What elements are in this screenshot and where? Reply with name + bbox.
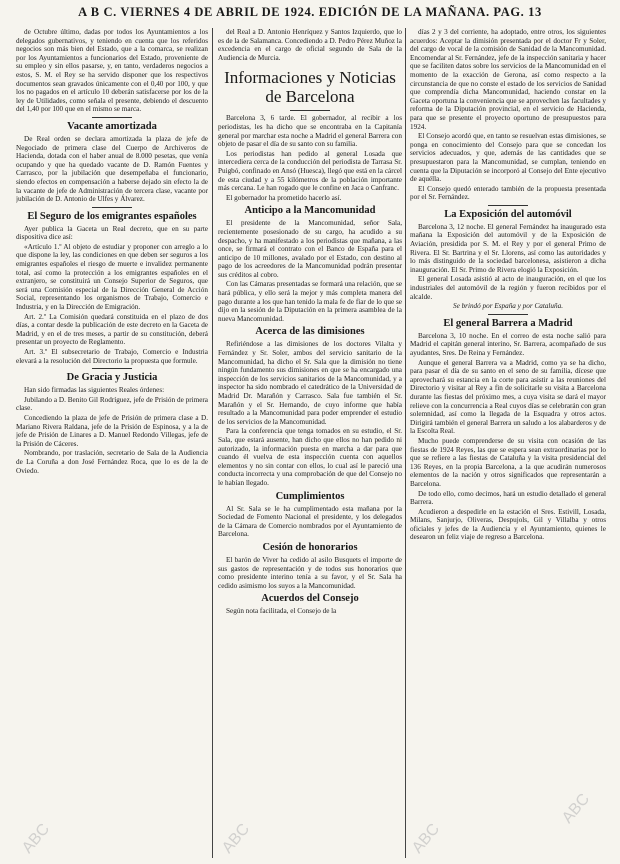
- paragraph: Refiriéndose a las dimisiones de los doctores Vilalta y Fernández y Sr. Soler, ambos del servicio sanitario de la Mancomunidad, ha dicho el Sr. Sala que la dimisión no tiene ningún fundamento sus dimisiones en que se ha encargado una inspección de los servicios sanitarios de la Mancomunidad, y a inspector ha sido nombrado el catedrático de la Universidad de Madrid Dr. Marañón y Carrasco. Sala fue también el Sr. Marañón y el Sr. Hernando, de cuyo informe que había resultado a la Mancomunidad para poder emprender el estudio de los servicios de la Mancomunidad.: [218, 340, 402, 426]
- headline: El general Barrera a Madrid: [443, 317, 573, 329]
- divider: [92, 117, 132, 118]
- headline: Vacante amortizada: [67, 120, 157, 132]
- paragraph: El barón de Viver ha cedido al asilo Busquets el importe de sus gastos de representación y de todos sus honorarios que como presidente interino tenía a su favor, y el Sr. Sala ha cedido asimismo los suyos a la Mancomunidad.: [218, 555, 402, 590]
- paragraph: Ayer publica la Gaceta un Real decreto, que en su parte dispositiva dice así:: [16, 224, 208, 242]
- page-header: A B C. VIERNES 4 DE ABRIL DE 1924. EDICIÓN DE LA MAÑANA. PAG. 13: [78, 5, 542, 19]
- paragraph: Los periodistas han pedido al general Losada que intercediera cerca de la conducción del periodista de Tarrasa Sr. Puigbó, confinado en Ansó (Huesca), llegó que está en la cárcel de esta ciudad y a 55 kilómetros de la población importante más cercana. Le han rogado que le confine en Jaca o Canfranc.: [218, 149, 402, 193]
- headline: La Exposición del automóvil: [444, 208, 572, 220]
- headline: Cumplimientos: [275, 490, 345, 502]
- paragraph: El general Losada asistió al acto de inauguración, en el que los industriales del automóvil de la región y fueron recibidos por el alcalde.: [410, 275, 606, 301]
- divider: [488, 314, 528, 315]
- headline: Cesión de honorarios: [262, 541, 358, 553]
- divider: [290, 110, 330, 111]
- paragraph: Jubilando a D. Benito Gil Rodríguez, jefe de Prisión de primera clase.: [16, 395, 208, 413]
- paragraph: Barcelona 3, 10 noche. En el correo de esta noche salió para Madrid el capitán general interino, Sr. Barrera, acompañado de sus ayudantes, Sres. De Reina y Fernández.: [410, 331, 606, 357]
- paragraph: Aunque el general Barrera va a Madrid, como ya se ha dicho, para pasar el día de su santo en el seno de su familia, dícese que aprovechará su estancia en la corte para asistir a las reuniones del Directorio y visitar al Rey a fin de solicitarle su visita a Barcelona durante las fiestas del próximo mes, a cuya visita se dará el mayor relieve con la concurrencia a Real cuyos días se celebrarán con gran solemnidad, así como la llegada de la Esquadra y otros actos. Dirigirá también el general Barrera un saludo a los alabarderos y de la Escolta Real.: [410, 358, 606, 436]
- paragraph: Para la conferencia que tenga tomados en su estudio, el Sr. Sala, que estará ausente, han dicho que ellos no han pedido ni autorizado, la información puesta en marcha a dar para que cuando él vuelva de esta inspección cuenta con aquellos elementos y no sin contar con ellos, lo cual así le pareció una conducta incorrecta y una comprobación de que del Consejo no le habían llegado.: [218, 427, 402, 487]
- watermark: ABC: [558, 790, 594, 827]
- divider: [92, 207, 132, 208]
- paragraph: Barcelona 3, 12 noche. El general Fernández ha inaugurado esta mañana la Exposición del automóvil y de la Exposición de Aviación, presidida por S. M. el Rey y por el general Primo de Rivera. El Sr. Bartrina y el Sr. Llorens, así como las autoridades y lo más distinguido de la sociedad barcelonesa, asistieron a dicha inauguración. El Sr. Primo de Rivera elogió la Exposición.: [410, 222, 606, 274]
- paragraph: Nombrando, por traslación, secretario de Sala de la Audiencia de La Coruña a don José Fernández Roca, que lo es de la de Oviedo.: [16, 449, 208, 475]
- paragraph: Se brindó por España y por Cataluña.: [452, 302, 563, 311]
- paragraph: Acudieron a despedirle en la estación el Sres. Estivill, Losada, Milans, Sanjurjo, Oliveras, Despujols, Gil y Villalba y otros oficiales y jefes de la Audiencia y el Ayuntamiento, quienes le desearon un feliz viaje de regreso a Barcelona.: [410, 507, 606, 542]
- paragraph: de Octubre último, dadas por todos los Ayuntamientos a los delegados gubernativos, y teniendo en cuenta que los referidos negocios son más bien del Estado, que a la comarca, se realizan por los Ayuntamientos a funcionarios del Estado, proveniente de su empleo y sin ellos pasarse, y, en tanto, verdaderos negocios a estos, S. M. el Rey se ha servido disponer que los respectivos documentos sean gravados únicamente con el 0,40 por 100, y que los no pagados en el artículo 10 deberán satisfacerse por los de la ley de Utilidades, como señala el presente, debiendo el descuento del 1,40 por 100 que en el mismo se marca.: [16, 28, 208, 114]
- paragraph: del Real a D. Antonio Henríquez y Santos Izquierdo, que lo es de la de Salamanca. Concediendo a D. Pedro Pérez Muñoz la excedencia en el cargo de oficial segundo de Sala de la Audiencia de Murcia.: [218, 28, 402, 62]
- paragraph: Al Sr. Sala se le ha cumplimentado esta mañana por la Sociedad de Fomento Nacional el presidente, y los delegados de la Cámara de Comercio nombrados por el Ayuntamiento de Barcelona.: [218, 504, 402, 539]
- paragraph: días 2 y 3 del corriente, ha adoptado, entre otros, los siguientes acuerdos: Aceptar la dimisión presentada por el doctor Fr y Soler, del cargo de vocal de la comisión de Sanidad de la Mancomunidad. Encomendar al Sr. Fernández, jefe de la inspección sanitaria y hacer que se faciliten datos sobre los servicios de la Mancomunidad en el momento de la exacción de Gerona, así como respecto a la circunstancia de que no conste el estado de los servicios de Sanidad que comprendía dicha Mancomunidad, haciendo constar en la Gaceta oportuna la conveniencia que se aprovechen las facultades y reforma de la Diputación provincial, en el servicio de Hacienda, para que se presente el proyecto oportuno de presupuestos para 1924.: [410, 28, 606, 131]
- paragraph: El presidente de la Mancomunidad, señor Sala, recientemente posesionado de su cargo, ha acudido a su despacho, y ha manifestado a los periodistas que mañana, a las once, se firmará el contrato con el Banco de España para el anticipo de 10 millones, avalado por el Estado, con destino al pago de los acreedores de la Mancomunidad podrán presentar sus créditos al cobro.: [218, 219, 402, 279]
- paragraph: Mucho puede comprenderse de su visita con ocasión de las fiestas de 1924 Reyes, las que se espera sean extraordinarias por lo que se refiere a las fiestas de Cataluña y la visita presidencial del 136 Reyes, en la propia Barcelona, a la que acudirán numerosos elementos de la nación y otros significados que representarán a Barcelona.: [410, 436, 606, 488]
- watermark: ABC: [408, 820, 444, 857]
- paragraph: Con las Cámaras presentadas se formará una relación, que se hará pública, y ello será la mejor y más completa manera del pago durante a los que han tenido la mala fe de fiar de lo que se dijo en la sesión de la Diputación en la primera asamblea de la nueva Mancomunidad.: [218, 280, 402, 323]
- paragraph: Según nota facilitada, el Consejo de la: [226, 607, 337, 616]
- paragraph: De todo ello, como decimos, hará un estudio detallado el general Barrera.: [410, 489, 606, 507]
- divider: [92, 368, 132, 369]
- column-1: [16, 28, 208, 858]
- paragraph: Concediendo la plaza de jefe de Prisión de primera clase a D. Mariano Rivera Raldana, jefe de la Prisión de Espinosa, y a la de jefe de Prisión de Linares a D. Manuel Redondo Villegas, jefe de la Prisión de Cáceres.: [16, 413, 208, 448]
- watermark: ABC: [18, 820, 54, 857]
- headline: Acuerdos del Consejo: [261, 593, 359, 605]
- section-title: Informaciones y Noticias de Barcelona: [224, 68, 396, 107]
- divider: [488, 205, 528, 206]
- paragraph: Art. 2.º La Comisión quedará constituida en el plazo de dos días, a contar desde la publicación de este decreto en la Gaceta de Madrid, y en el de tres meses, a partir de su constitución, deberá presentar un proyecto de Reglamento.: [16, 312, 208, 347]
- column-3: [410, 28, 606, 858]
- paragraph: De Real orden se declara amortizada la plaza de jefe de Negociado de primera clase del Cuerpo de Archiveros de Hacienda, dotada con el haber anual de 8.000 pesetas, que venía ocupando y que ha quedado vacante de D. Ramón Fuentes y Carrasco, por la jubilación que desempeñaba el funcionario, siendo efectos en compensación a haberse dejado sin efecto la de la vacante de jefe de Administración de tercera clase, vacante por jubilación de D. Antonio de Ulfes y Álvarez.: [16, 134, 208, 204]
- headline: De Gracia y Justicia: [66, 372, 158, 384]
- column-rule: [405, 28, 406, 858]
- column-2: [218, 28, 402, 858]
- paragraph: El Consejo quedó enterado también de la propuesta presentada por el Sr. Fernández.: [410, 184, 606, 202]
- headline: El Seguro de los emigrantes españoles: [27, 210, 197, 222]
- paragraph: «Artículo 1.º Al objeto de estudiar y proponer con arreglo a lo que dispone la ley, las condiciones en que deben ser seguros a los emigrantes españoles el riesgo de muerte e invalidez permanente total, así como la protección a los emigrantes españoles en el extranjero, se constituirá un Consejo Superior de Seguros, que será una Comisión especial de la Dirección General de Acción Social, representando los organismos de Trabajo, Comercio e Industria, y en la Dirección de Emigración.: [16, 242, 208, 312]
- paragraph: Barcelona 3, 6 tarde. El gobernador, al recibir a los periodistas, les ha dicho que se encontraba en la Capitanía general por marchar esta noche a Madrid el general Barrera con objeto de pasar el día de su santo con su familia.: [218, 114, 402, 149]
- paragraph: El gobernador ha prometido hacerlo así.: [226, 193, 342, 202]
- paragraph: Art. 3.º El subsecretario de Trabajo, Comercio e Industria elevará a la resolución del Directorio la propuesta que formule.: [16, 348, 208, 365]
- headline: Acerca de las dimisiones: [255, 326, 365, 338]
- headline: Anticipo a la Mancomunidad: [244, 205, 376, 217]
- paragraph: El Consejo acordó que, en tanto se resuelvan estas dimisiones, se ponga en conocimiento del Consejo para que se concedan los servicios adecuados, y que, además de las cantidades que se presupuestaron para la Mancomunidad, se cumplan, teniendo en cuenta que la Diputación se incorporó al Consejo del Ente ejecutivo de aquélla.: [410, 132, 606, 184]
- watermark: ABC: [218, 820, 254, 857]
- paragraph: Han sido firmadas las siguientes Reales órdenes:: [24, 386, 165, 395]
- column-rule: [212, 28, 213, 858]
